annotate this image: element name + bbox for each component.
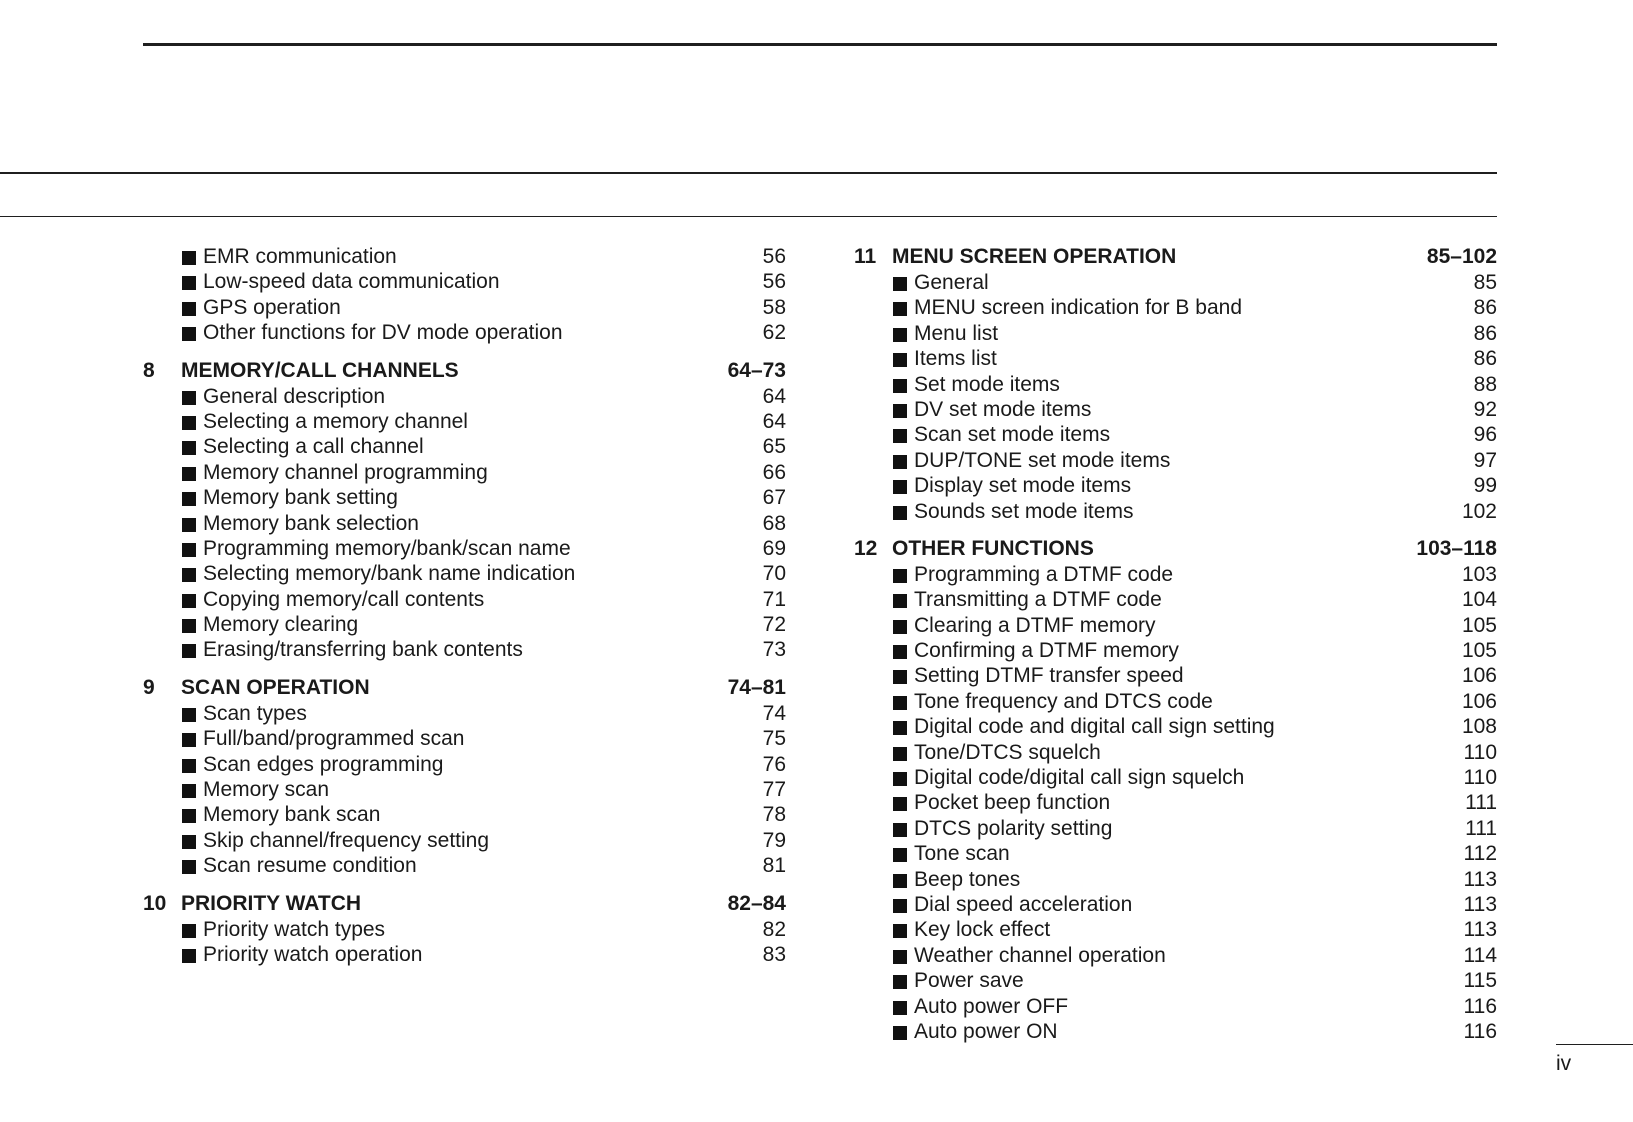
toc-entry[interactable] bbox=[854, 397, 1497, 422]
square-bullet-icon bbox=[893, 1026, 907, 1040]
toc-entry[interactable] bbox=[854, 473, 1497, 498]
toc-entry-page: 82 bbox=[762, 917, 786, 941]
toc-entry[interactable] bbox=[854, 943, 1497, 968]
toc-entry-label: Programming a DTMF code bbox=[914, 562, 1174, 586]
square-bullet-icon bbox=[893, 328, 907, 342]
square-bullet-icon bbox=[893, 620, 907, 634]
square-bullet-icon bbox=[893, 429, 907, 443]
toc-entry-label: Memory scan bbox=[203, 778, 330, 802]
toc-entry[interactable] bbox=[854, 346, 1497, 371]
toc-entry-page: 58 bbox=[762, 295, 786, 319]
toc-entry-label: Transmitting a DTMF code bbox=[914, 588, 1162, 612]
toc-entry[interactable] bbox=[854, 663, 1497, 688]
toc-entry-label: Display set mode items bbox=[914, 474, 1132, 498]
toc-entry[interactable] bbox=[854, 270, 1497, 295]
toc-entry-page: 113 bbox=[1463, 867, 1497, 891]
toc-entry[interactable] bbox=[143, 244, 786, 269]
toc-entry-page: 81 bbox=[762, 854, 786, 878]
toc-entry-label: Programming memory/bank/scan name bbox=[203, 536, 571, 560]
toc-entry[interactable] bbox=[854, 499, 1497, 524]
toc-entry-label: Selecting a call channel bbox=[203, 435, 424, 459]
toc-section-heading[interactable] bbox=[143, 675, 786, 701]
section-title: MENU SCREEN OPERATION bbox=[892, 245, 1177, 268]
toc-entry[interactable] bbox=[854, 740, 1497, 765]
toc-section bbox=[143, 891, 786, 968]
square-bullet-icon bbox=[893, 277, 907, 291]
toc-intro-list bbox=[143, 244, 786, 346]
toc-entry-page: 86 bbox=[1473, 321, 1497, 345]
toc-entry-page: 114 bbox=[1463, 943, 1497, 967]
header-rule-lower bbox=[0, 216, 1497, 217]
square-bullet-icon bbox=[893, 950, 907, 964]
toc-entry[interactable] bbox=[143, 409, 786, 434]
toc-entry[interactable] bbox=[143, 777, 786, 802]
toc-section-heading[interactable] bbox=[854, 536, 1497, 562]
square-bullet-icon bbox=[893, 823, 907, 837]
toc-entry-label: Erasing/transferring bank contents bbox=[203, 638, 523, 662]
square-bullet-icon bbox=[893, 480, 907, 494]
toc-entry-label: Tone scan bbox=[914, 842, 1010, 866]
square-bullet-icon bbox=[893, 670, 907, 684]
toc-section-heading[interactable] bbox=[854, 244, 1497, 270]
toc-section bbox=[143, 358, 786, 663]
toc-entry-page: 70 bbox=[762, 562, 786, 586]
toc-right-column bbox=[854, 244, 1497, 1056]
square-bullet-icon bbox=[182, 543, 196, 557]
toc-entry[interactable] bbox=[143, 587, 786, 612]
toc-entry-page: 92 bbox=[1473, 397, 1497, 421]
toc-entry-page: 113 bbox=[1463, 892, 1497, 916]
toc-section-heading[interactable] bbox=[143, 891, 786, 917]
section-number: 12 bbox=[854, 536, 878, 560]
section-title: OTHER FUNCTIONS bbox=[892, 536, 1094, 560]
toc-entry-label: Key lock effect bbox=[914, 918, 1051, 942]
toc-entry[interactable] bbox=[143, 942, 786, 967]
toc-entry-label: DUP/TONE set mode items bbox=[914, 448, 1171, 472]
square-bullet-icon bbox=[182, 251, 196, 265]
toc-entry[interactable] bbox=[143, 460, 786, 485]
toc-entry[interactable] bbox=[854, 372, 1497, 397]
toc-entry-page: 77 bbox=[762, 778, 786, 802]
toc-entry[interactable] bbox=[143, 752, 786, 777]
toc-section-heading[interactable] bbox=[143, 358, 786, 384]
toc-entry-page: 105 bbox=[1461, 639, 1497, 663]
square-bullet-icon bbox=[182, 860, 196, 874]
section-title: PRIORITY WATCH bbox=[181, 891, 362, 915]
square-bullet-icon bbox=[182, 302, 196, 316]
toc-entry[interactable] bbox=[143, 802, 786, 827]
toc-entry[interactable] bbox=[143, 853, 786, 878]
toc-entry-label: Setting DTMF transfer speed bbox=[914, 664, 1184, 688]
toc-entry-label: Tone frequency and DTCS code bbox=[914, 689, 1213, 713]
toc-entry-label: Full/band/programmed scan bbox=[203, 727, 465, 751]
toc-entry[interactable] bbox=[854, 816, 1497, 841]
section-page-range: 103–118 bbox=[1416, 536, 1497, 560]
toc-section bbox=[854, 536, 1497, 1044]
toc-entry[interactable] bbox=[854, 587, 1497, 612]
toc-entry-label: DTCS polarity setting bbox=[914, 816, 1113, 840]
toc-entry-page: 71 bbox=[762, 587, 786, 611]
section-number: 11 bbox=[854, 245, 877, 268]
toc-entry[interactable] bbox=[143, 828, 786, 853]
toc-entry[interactable] bbox=[143, 269, 786, 294]
toc-entry[interactable] bbox=[854, 867, 1497, 892]
square-bullet-icon bbox=[893, 404, 907, 418]
toc-entry-label: Scan types bbox=[203, 701, 307, 725]
square-bullet-icon bbox=[182, 416, 196, 430]
toc-entry-label: Scan set mode items bbox=[914, 423, 1111, 447]
toc-entry-label: DV set mode items bbox=[914, 397, 1092, 421]
toc-entry[interactable] bbox=[143, 320, 786, 345]
toc-entry-label: Priority watch operation bbox=[203, 942, 423, 966]
toc-entry-page: 83 bbox=[762, 942, 786, 966]
toc-entry[interactable] bbox=[143, 384, 786, 409]
toc-entry-label: Set mode items bbox=[914, 372, 1060, 396]
section-page-range: 74–81 bbox=[727, 675, 786, 699]
toc-entry-page: 111 bbox=[1465, 791, 1497, 815]
square-bullet-icon bbox=[182, 594, 196, 608]
square-bullet-icon bbox=[182, 492, 196, 506]
square-bullet-icon bbox=[893, 353, 907, 367]
toc-entry[interactable] bbox=[854, 295, 1497, 320]
toc-entry[interactable] bbox=[854, 841, 1497, 866]
square-bullet-icon bbox=[182, 708, 196, 722]
toc-entry-page: 86 bbox=[1473, 347, 1497, 371]
section-page-range: 82–84 bbox=[727, 891, 786, 915]
toc-entry[interactable] bbox=[854, 613, 1497, 638]
toc-section bbox=[854, 244, 1497, 524]
square-bullet-icon bbox=[182, 644, 196, 658]
square-bullet-icon bbox=[893, 455, 907, 469]
toc-entry-label: Clearing a DTMF memory bbox=[914, 613, 1156, 637]
toc-entry-page: 113 bbox=[1463, 918, 1497, 942]
toc-entry-page: 105 bbox=[1461, 613, 1497, 637]
toc-entry-label: Memory bank setting bbox=[203, 486, 398, 510]
toc-entry[interactable] bbox=[854, 638, 1497, 663]
square-bullet-icon bbox=[182, 949, 196, 963]
toc-entry-page: 103 bbox=[1461, 562, 1497, 586]
toc-entry-label: Items list bbox=[914, 347, 997, 371]
square-bullet-icon bbox=[182, 467, 196, 481]
toc-entry-page: 56 bbox=[762, 270, 786, 294]
toc-entry-page: 78 bbox=[762, 803, 786, 827]
toc-entry[interactable] bbox=[854, 1019, 1497, 1044]
toc-entry-page: 67 bbox=[762, 486, 786, 510]
toc-entry[interactable] bbox=[143, 536, 786, 561]
toc-entry-page: 76 bbox=[762, 752, 786, 776]
square-bullet-icon bbox=[182, 733, 196, 747]
toc-entry[interactable] bbox=[854, 994, 1497, 1019]
toc-entry[interactable] bbox=[854, 892, 1497, 917]
toc-left-column bbox=[143, 244, 786, 979]
toc-entry[interactable] bbox=[143, 295, 786, 320]
toc-entry-page: 111 bbox=[1465, 816, 1497, 840]
square-bullet-icon bbox=[893, 747, 907, 761]
toc-entry-label: Menu list bbox=[914, 321, 999, 345]
toc-entry-page: 65 bbox=[762, 435, 786, 459]
toc-entry[interactable] bbox=[143, 485, 786, 510]
square-bullet-icon bbox=[893, 899, 907, 913]
square-bullet-icon bbox=[893, 848, 907, 862]
section-title: SCAN OPERATION bbox=[181, 675, 370, 699]
toc-entry-label: Scan resume condition bbox=[203, 854, 417, 878]
toc-entry[interactable] bbox=[143, 701, 786, 726]
toc-entry-label: Digital code/digital call sign squelch bbox=[914, 766, 1245, 790]
toc-right-sections bbox=[854, 244, 1497, 1044]
toc-entry[interactable] bbox=[854, 448, 1497, 473]
toc-entry-label: Digital code and digital call sign setting bbox=[914, 715, 1275, 739]
square-bullet-icon bbox=[182, 784, 196, 798]
toc-entry[interactable] bbox=[854, 422, 1497, 447]
toc-entry-page: 79 bbox=[762, 828, 786, 852]
toc-entry-label: Copying memory/call contents bbox=[203, 587, 485, 611]
toc-entry-page: 72 bbox=[762, 613, 786, 637]
square-bullet-icon bbox=[182, 619, 196, 633]
toc-entry[interactable] bbox=[143, 561, 786, 586]
square-bullet-icon bbox=[893, 594, 907, 608]
toc-entry-label: Pocket beep function bbox=[914, 791, 1111, 815]
toc-entry-page: 116 bbox=[1463, 1019, 1497, 1043]
section-title: MEMORY/CALL CHANNELS bbox=[181, 358, 459, 382]
square-bullet-icon bbox=[182, 391, 196, 405]
toc-entry-label: Weather channel operation bbox=[914, 943, 1166, 967]
square-bullet-icon bbox=[182, 924, 196, 938]
toc-entry-label: Confirming a DTMF memory bbox=[914, 639, 1179, 663]
toc-entry-page: 86 bbox=[1473, 296, 1497, 320]
square-bullet-icon bbox=[182, 327, 196, 341]
square-bullet-icon bbox=[893, 379, 907, 393]
toc-entry-label: Auto power OFF bbox=[914, 994, 1069, 1018]
toc-entry[interactable] bbox=[143, 917, 786, 942]
toc-entry-label: Memory channel programming bbox=[203, 460, 488, 484]
square-bullet-icon bbox=[182, 568, 196, 582]
toc-entry-page: 62 bbox=[762, 321, 786, 345]
toc-entry-label: EMR communication bbox=[203, 245, 397, 268]
toc-entry[interactable] bbox=[854, 714, 1497, 739]
top-rule bbox=[143, 43, 1497, 46]
toc-entry-page: 106 bbox=[1461, 664, 1497, 688]
toc-entry[interactable] bbox=[143, 726, 786, 751]
toc-entry-page: 69 bbox=[762, 536, 786, 560]
square-bullet-icon bbox=[893, 924, 907, 938]
square-bullet-icon bbox=[182, 759, 196, 773]
toc-entry-label: Memory bank selection bbox=[203, 511, 419, 535]
toc-entry-page: 115 bbox=[1463, 969, 1497, 993]
toc-entry-label: MENU screen indication for B band bbox=[914, 296, 1242, 320]
toc-entry-label: Low-speed data communication bbox=[203, 270, 500, 294]
toc-entry-page: 99 bbox=[1473, 474, 1497, 498]
toc-entry-page: 73 bbox=[762, 638, 786, 662]
page-number: iv bbox=[1556, 1052, 1572, 1075]
toc-entry-page: 74 bbox=[762, 701, 786, 725]
toc-entry-page: 96 bbox=[1473, 423, 1497, 447]
toc-entry-page: 56 bbox=[762, 245, 786, 268]
square-bullet-icon bbox=[893, 975, 907, 989]
toc-entry-label: Selecting a memory channel bbox=[203, 409, 468, 433]
toc-entry-label: Scan edges programming bbox=[203, 752, 444, 776]
section-page-range: 64–73 bbox=[727, 358, 786, 382]
page-number-rule bbox=[1556, 1044, 1633, 1045]
toc-entry-label: Memory clearing bbox=[203, 613, 359, 637]
square-bullet-icon bbox=[893, 506, 907, 520]
toc-entry-label: Memory bank scan bbox=[203, 803, 381, 827]
toc-entry[interactable] bbox=[854, 321, 1497, 346]
toc-entry[interactable] bbox=[854, 790, 1497, 815]
toc-entry-page: 85 bbox=[1473, 271, 1497, 294]
square-bullet-icon bbox=[182, 276, 196, 290]
toc-entry-label: Dial speed acceleration bbox=[914, 892, 1133, 916]
square-bullet-icon bbox=[893, 302, 907, 316]
toc-entry-page: 88 bbox=[1473, 372, 1497, 396]
toc-entry-label: General bbox=[914, 271, 989, 294]
toc-entry-label: Skip channel/frequency setting bbox=[203, 828, 490, 852]
toc-entry[interactable] bbox=[143, 637, 786, 662]
section-number: 8 bbox=[143, 358, 155, 382]
square-bullet-icon bbox=[893, 569, 907, 583]
toc-entry-page: 116 bbox=[1463, 994, 1497, 1018]
toc-entry[interactable] bbox=[854, 765, 1497, 790]
toc-entry[interactable] bbox=[854, 689, 1497, 714]
toc-entry-page: 75 bbox=[762, 727, 786, 751]
toc-entry[interactable] bbox=[854, 917, 1497, 942]
square-bullet-icon bbox=[893, 645, 907, 659]
section-number: 10 bbox=[143, 891, 167, 915]
toc-entry-label: Power save bbox=[914, 969, 1024, 993]
toc-entry[interactable] bbox=[143, 434, 786, 459]
toc-entry-label: Auto power ON bbox=[914, 1019, 1058, 1043]
toc-entry-label: General description bbox=[203, 384, 386, 408]
square-bullet-icon bbox=[182, 809, 196, 823]
toc-entry-page: 112 bbox=[1463, 842, 1497, 866]
toc-entry-label: GPS operation bbox=[203, 295, 341, 319]
toc-entry-label: Tone/DTCS squelch bbox=[914, 740, 1101, 764]
toc-entry-page: 68 bbox=[762, 511, 786, 535]
toc-section bbox=[143, 675, 786, 879]
toc-entry[interactable] bbox=[854, 968, 1497, 993]
toc-entry-page: 110 bbox=[1463, 766, 1497, 790]
toc-entry-page: 104 bbox=[1461, 588, 1497, 612]
toc-entry-page: 110 bbox=[1463, 740, 1497, 764]
toc-entry-label: Other functions for DV mode operation bbox=[203, 321, 563, 345]
toc-entry-label: Beep tones bbox=[914, 867, 1021, 891]
toc-entry[interactable] bbox=[143, 511, 786, 536]
section-number: 9 bbox=[143, 675, 155, 699]
toc-entry[interactable] bbox=[143, 612, 786, 637]
square-bullet-icon bbox=[893, 1001, 907, 1015]
square-bullet-icon bbox=[893, 874, 907, 888]
square-bullet-icon bbox=[182, 835, 196, 849]
square-bullet-icon bbox=[182, 518, 196, 532]
toc-entry-page: 64 bbox=[762, 384, 786, 408]
square-bullet-icon bbox=[893, 721, 907, 735]
toc-entry-label: Sounds set mode items bbox=[914, 499, 1134, 523]
toc-entry-page: 64 bbox=[762, 409, 786, 433]
toc-entry-page: 66 bbox=[762, 460, 786, 484]
header-rule-upper bbox=[0, 172, 1497, 174]
square-bullet-icon bbox=[893, 772, 907, 786]
toc-entry[interactable] bbox=[854, 562, 1497, 587]
square-bullet-icon bbox=[893, 696, 907, 710]
toc-entry-page: 102 bbox=[1461, 499, 1497, 523]
toc-entry-page: 108 bbox=[1461, 715, 1497, 739]
toc-entry-label: Priority watch types bbox=[203, 917, 386, 941]
toc-entry-page: 106 bbox=[1461, 689, 1497, 713]
square-bullet-icon bbox=[182, 441, 196, 455]
section-page-range: 85–102 bbox=[1426, 245, 1497, 268]
toc-left-sections bbox=[143, 358, 786, 968]
toc-entry-page: 97 bbox=[1473, 448, 1497, 472]
square-bullet-icon bbox=[893, 797, 907, 811]
toc-entry-label: Selecting memory/bank name indication bbox=[203, 562, 576, 586]
